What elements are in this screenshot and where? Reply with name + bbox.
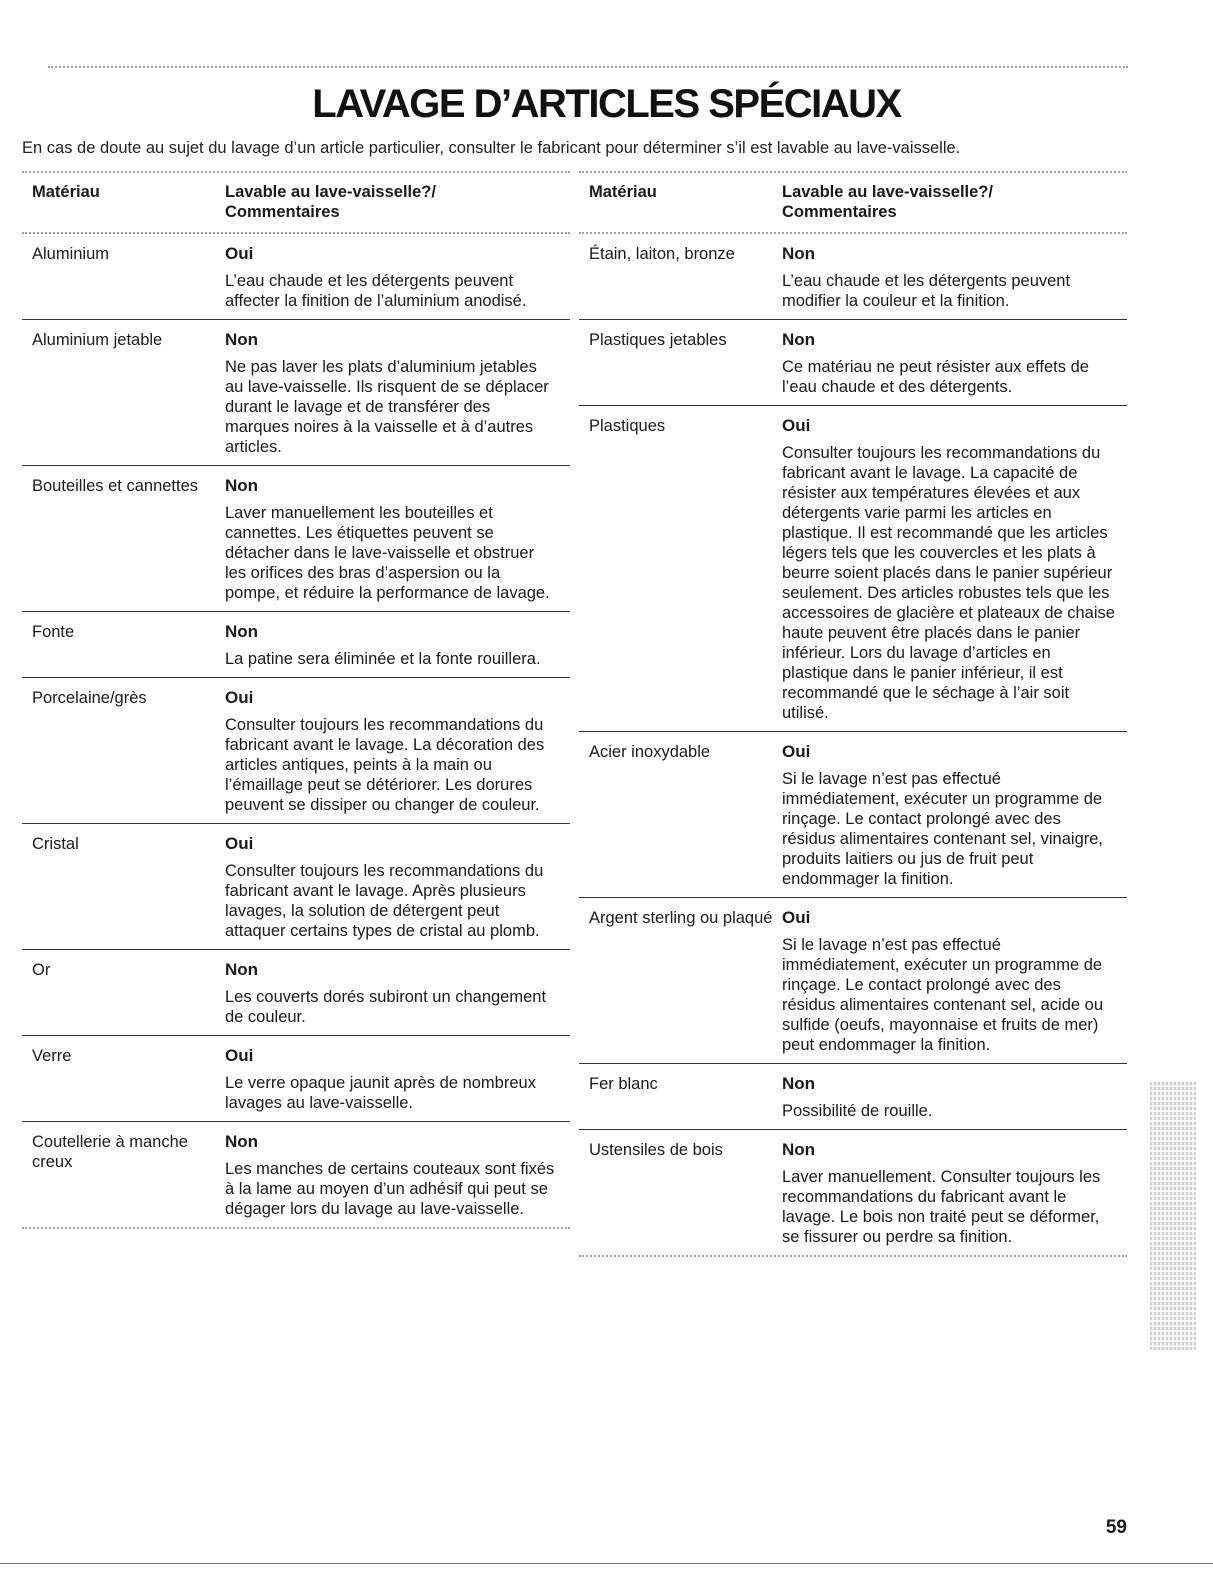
- dishwasher-safe-verdict: Non: [225, 476, 259, 495]
- dishwasher-safe-verdict: Non: [225, 1132, 259, 1151]
- table-rows: [22, 234, 570, 1227]
- table-row: [22, 466, 570, 612]
- comment-text: Ne pas laver les plats d’aluminium jetables au lave-vaisselle. Ils risquent de se déplacer durant le lavage et de transférer des marques noires à la vaisselle et à d’autres articles.: [225, 358, 549, 456]
- washability-cell: [225, 1132, 570, 1219]
- washability-cell: [782, 908, 1127, 1055]
- header-comment-line2: Commentaires: [782, 203, 897, 221]
- washability-cell: [782, 330, 1127, 397]
- washability-cell: [225, 960, 570, 1027]
- washability-cell: [782, 1140, 1127, 1247]
- table-header: [22, 173, 570, 232]
- washability-cell: [225, 476, 570, 603]
- table-row: [579, 1064, 1127, 1130]
- table-row: [579, 320, 1127, 406]
- comment-text: Possibilité de rouille.: [782, 1102, 933, 1120]
- dishwasher-safe-verdict: Non: [225, 960, 259, 979]
- table-row: [579, 898, 1127, 1064]
- comment-text: Ce matériau ne peut résister aux effets de l’eau chaude et des détergents.: [782, 358, 1089, 396]
- table-row: [22, 1122, 570, 1227]
- comment-text: Consulter toujours les recommandations du fabricant avant le lavage. La capacité de résister aux températures élevées et aux détergents varie parmi les articles en plastique. Il est recommandé que les articles légers tels que les couvercles et les plats à beurre soient placés dans le panier supérieur seulement. Des articles robustes tels que les accessoires de glacière et plateaux de chaise haute peuvent être placés dans le panier inférieur. Lors du lavage d’articles en plastique dans le panier inférieur, il est recommandé que le séchage à l’air soit utilisé.: [782, 444, 1115, 722]
- material-cell: Plastiques jetables: [589, 331, 727, 349]
- dishwasher-safe-verdict: Oui: [782, 908, 811, 927]
- bottom-rule: [0, 1563, 1213, 1564]
- material-cell: Or: [32, 961, 51, 979]
- washability-cell: [225, 688, 570, 815]
- washability-cell: [225, 244, 570, 311]
- washability-cell: [225, 330, 570, 457]
- comment-text: Consulter toujours les recommandations du fabricant avant le lavage. Après plusieurs lavages, la solution de détergent peut attaquer certains types de cristal au plomb.: [225, 862, 544, 940]
- material-cell: Bouteilles et cannettes: [32, 477, 199, 495]
- table-row: [579, 1130, 1127, 1255]
- dishwasher-safe-verdict: Non: [782, 244, 816, 263]
- table-left: [22, 171, 570, 1229]
- washability-cell: [782, 1074, 1127, 1121]
- top-dotted-rule: [48, 66, 1128, 68]
- table-bottom-rule: [22, 1227, 570, 1229]
- comment-text: Les manches de certains couteaux sont fixés à la lame au moyen d’un adhésif qui peut se dégager lors du lavage au lave-vaisselle.: [225, 1160, 555, 1218]
- material-cell: Acier inoxydable: [589, 743, 711, 761]
- comment-text: La patine sera éliminée et la fonte rouillera.: [225, 650, 541, 668]
- comment-text: Consulter toujours les recommandations du fabricant avant le lavage. La décoration des articles antiques, peints à la main ou l’émaillage peut se détériorer. Les dorures peuvent se dissiper ou changer de couleur.: [225, 716, 545, 814]
- material-cell: Fonte: [32, 623, 75, 641]
- table-row: [579, 234, 1127, 320]
- header-comment-line2: Commentaires: [225, 203, 340, 221]
- material-cell: Aluminium: [32, 245, 110, 263]
- header-material: Matériau: [32, 183, 100, 201]
- comment-text: Si le lavage n’est pas effectué immédiatement, exécuter un programme de rinçage. Le contact prolongé avec des résidus alimentaires contenant sel, acide ou sulfide (oeufs, mayonnaise et fruits de mer) peut endommager la finition.: [782, 936, 1104, 1054]
- washability-cell: [225, 1046, 570, 1113]
- table-row: [579, 732, 1127, 898]
- comment-text: Le verre opaque jaunit après de nombreux lavages au lave-vaisselle.: [225, 1074, 536, 1112]
- dishwasher-safe-verdict: Non: [782, 330, 816, 349]
- dishwasher-safe-verdict: Non: [225, 330, 259, 349]
- header-comment: [782, 182, 1127, 222]
- table-rows: [579, 234, 1127, 1255]
- comment-text: L’eau chaude et les détergents peuvent modifier la couleur et la finition.: [782, 272, 1071, 310]
- header-comment-line1: Lavable au lave-vaisselle?/: [782, 183, 993, 201]
- page-title: LAVAGE D’ARTICLES SPÉCIAUX: [312, 82, 901, 126]
- dishwasher-safe-verdict: Oui: [225, 688, 254, 707]
- dishwasher-safe-verdict: Oui: [225, 244, 254, 263]
- table-header: [579, 173, 1127, 232]
- material-cell: Étain, laiton, bronze: [589, 245, 735, 263]
- comment-text: L’eau chaude et les détergents peuvent affecter la finition de l’aluminium anodisé.: [225, 272, 527, 310]
- table-row: [22, 234, 570, 320]
- side-scan-mark: [1150, 1080, 1196, 1350]
- header-material: Matériau: [589, 183, 657, 201]
- washability-cell: [782, 416, 1127, 723]
- dishwasher-safe-verdict: Oui: [782, 742, 811, 761]
- table-row: [22, 612, 570, 678]
- material-cell: Verre: [32, 1047, 72, 1065]
- dishwasher-safe-verdict: Non: [782, 1140, 816, 1159]
- comment-text: Laver manuellement les bouteilles et cannettes. Les étiquettes peuvent se détacher dans le lave-vaisselle et obstruer les orifices des bras d’aspersion ou la pompe, et réduire la performance de lavage.: [225, 504, 550, 602]
- table-row: [579, 406, 1127, 732]
- material-cell: Aluminium jetable: [32, 331, 163, 349]
- dishwasher-safe-verdict: Oui: [225, 1046, 254, 1065]
- dishwasher-safe-verdict: Oui: [225, 834, 254, 853]
- material-cell: Porcelaine/grès: [32, 689, 147, 707]
- comment-text: Laver manuellement. Consulter toujours les recommandations du fabricant avant le lavage. Le bois non traité peut se déformer, se fissurer ou perdre sa finition.: [782, 1168, 1101, 1246]
- dishwasher-safe-verdict: Oui: [782, 416, 811, 435]
- table-row: [22, 320, 570, 466]
- header-comment: [225, 182, 570, 222]
- washability-cell: [225, 622, 570, 669]
- dishwasher-safe-verdict: Non: [782, 1074, 816, 1093]
- material-cell: Fer blanc: [589, 1075, 658, 1093]
- washability-cell: [225, 834, 570, 941]
- table-right: [579, 171, 1127, 1257]
- comment-text: Les couverts dorés subiront un changement de couleur.: [225, 988, 547, 1026]
- dishwasher-safe-verdict: Non: [225, 622, 259, 641]
- header-comment-line1: Lavable au lave-vaisselle?/: [225, 183, 436, 201]
- page-number: 59: [1105, 1517, 1127, 1538]
- material-cell: Cristal: [32, 835, 79, 853]
- washability-cell: [782, 244, 1127, 311]
- material-cell: Argent sterling ou plaqué: [589, 909, 773, 927]
- table-row: [22, 678, 570, 824]
- material-cell: Coutellerie à manche creux: [32, 1133, 188, 1171]
- material-cell: Ustensiles de bois: [589, 1141, 723, 1159]
- washability-cell: [782, 742, 1127, 889]
- table-row: [22, 824, 570, 950]
- material-cell: Plastiques: [589, 417, 666, 435]
- table-row: [22, 1036, 570, 1122]
- table-bottom-rule: [579, 1255, 1127, 1257]
- comment-text: Si le lavage n’est pas effectué immédiatement, exécuter un programme de rinçage. Le contact prolongé avec des résidus alimentaires contenant sel, vinaigre, produits laitiers ou jus de fruit peut endommager la finition.: [782, 770, 1104, 888]
- intro-text: En cas de doute au sujet du lavage d’un article particulier, consulter le fabricant pour déterminer s’il est lavable au lave-vaisselle.: [22, 139, 961, 157]
- table-row: [22, 950, 570, 1036]
